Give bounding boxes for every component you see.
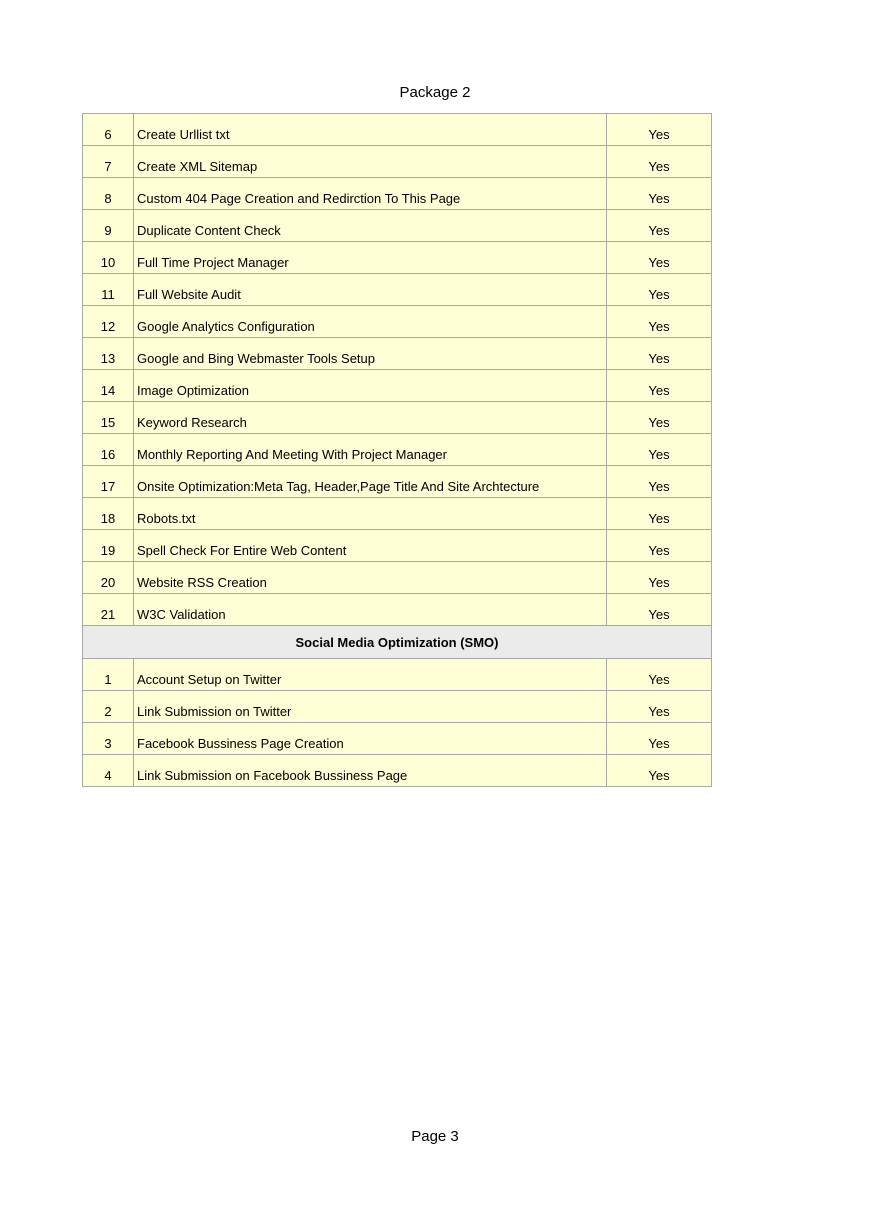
table-row (83, 755, 712, 787)
row-number: 15 (83, 402, 134, 434)
page-number-footer: Page 3 (411, 1128, 459, 1145)
row-value: Yes (607, 402, 712, 434)
row-description: Monthly Reporting And Meeting With Project Manager (134, 434, 607, 466)
row-description: Link Submission on Facebook Bussiness Page (134, 755, 607, 787)
row-number: 4 (83, 755, 134, 787)
row-number: 7 (83, 146, 134, 178)
row-description: Website RSS Creation (134, 562, 607, 594)
row-description: Keyword Research (134, 402, 607, 434)
table-row (83, 210, 712, 242)
row-value: Yes (607, 562, 712, 594)
row-value: Yes (607, 691, 712, 723)
page-header-title: Package 2 (399, 84, 471, 101)
row-description: W3C Validation (134, 594, 607, 626)
table-row (83, 178, 712, 210)
row-description: Image Optimization (134, 370, 607, 402)
row-value: Yes (607, 659, 712, 691)
row-description: Spell Check For Entire Web Content (134, 530, 607, 562)
section-header-row (83, 626, 712, 659)
table-row (83, 242, 712, 274)
row-value: Yes (607, 274, 712, 306)
row-value: Yes (607, 594, 712, 626)
row-description: Google and Bing Webmaster Tools Setup (134, 338, 607, 370)
row-number: 9 (83, 210, 134, 242)
row-value: Yes (607, 306, 712, 338)
table-row (83, 466, 712, 498)
table-row (83, 530, 712, 562)
table-row (83, 338, 712, 370)
section-title-smo: Social Media Optimization (SMO) (83, 626, 712, 659)
table-row (83, 659, 712, 691)
row-number: 20 (83, 562, 134, 594)
table-row (83, 562, 712, 594)
row-value: Yes (607, 114, 712, 146)
row-number: 8 (83, 178, 134, 210)
table-row (83, 306, 712, 338)
row-value: Yes (607, 338, 712, 370)
row-number: 10 (83, 242, 134, 274)
row-value: Yes (607, 755, 712, 787)
row-number: 12 (83, 306, 134, 338)
row-number: 14 (83, 370, 134, 402)
row-description: Onsite Optimization:Meta Tag, Header,Page Title And Site Archtecture (134, 466, 607, 498)
row-description: Duplicate Content Check (134, 210, 607, 242)
row-value: Yes (607, 370, 712, 402)
row-number: 11 (83, 274, 134, 306)
row-value: Yes (607, 434, 712, 466)
row-description: Full Website Audit (134, 274, 607, 306)
row-number: 21 (83, 594, 134, 626)
table-row (83, 402, 712, 434)
table-row (83, 434, 712, 466)
table-row (83, 370, 712, 402)
row-number: 3 (83, 723, 134, 755)
table-row (83, 114, 712, 146)
row-description: Facebook Bussiness Page Creation (134, 723, 607, 755)
table-row (83, 691, 712, 723)
row-value: Yes (607, 242, 712, 274)
table-row (83, 498, 712, 530)
row-description: Full Time Project Manager (134, 242, 607, 274)
row-number: 13 (83, 338, 134, 370)
row-number: 19 (83, 530, 134, 562)
row-description: Robots.txt (134, 498, 607, 530)
table-row (83, 274, 712, 306)
table-row (83, 723, 712, 755)
row-value: Yes (607, 178, 712, 210)
row-number: 18 (83, 498, 134, 530)
row-number: 1 (83, 659, 134, 691)
row-number: 17 (83, 466, 134, 498)
row-description: Link Submission on Twitter (134, 691, 607, 723)
row-value: Yes (607, 723, 712, 755)
row-description: Account Setup on Twitter (134, 659, 607, 691)
row-description: Create XML Sitemap (134, 146, 607, 178)
row-description: Custom 404 Page Creation and Redirction To This Page (134, 178, 607, 210)
row-description: Create Urllist txt (134, 114, 607, 146)
table-row (83, 146, 712, 178)
row-value: Yes (607, 210, 712, 242)
table-row (83, 594, 712, 626)
row-value: Yes (607, 466, 712, 498)
row-number: 6 (83, 114, 134, 146)
row-value: Yes (607, 530, 712, 562)
row-value: Yes (607, 146, 712, 178)
package-features-table (82, 113, 712, 787)
row-number: 16 (83, 434, 134, 466)
row-value: Yes (607, 498, 712, 530)
row-description: Google Analytics Configuration (134, 306, 607, 338)
row-number: 2 (83, 691, 134, 723)
